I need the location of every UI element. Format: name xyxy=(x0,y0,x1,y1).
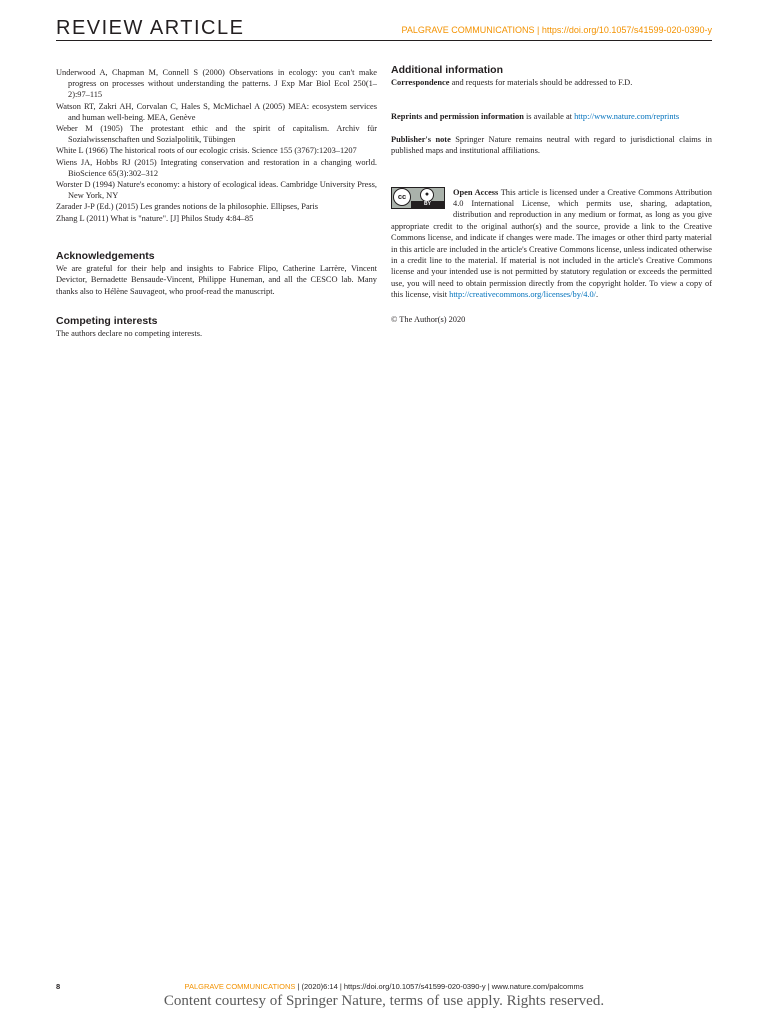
acknowledgements-heading: Acknowledgements xyxy=(56,249,155,262)
competing-interests-text: The authors declare no competing interests. xyxy=(56,329,203,339)
reference-item: Zarader J-P (Ed.) (2015) Les grandes notions de la philosophie. Ellipses, Paris xyxy=(56,202,319,212)
acknowledgements-text: We are grateful for their help and insights to Fabrice Flipo, Catherine Larrère, Vincent Devictor, Bernadette Bensaude-Vincent, Philippe Huneman, and all the CESCO lab. Many thanks also to Hélène Sauvageot, who proof-read the manuscript. xyxy=(56,263,377,296)
left-column xyxy=(56,67,377,339)
reference-item: Watson RT, Zakri AH, Corvalan C, Hales S, McMichael A (2005) MEA: ecosystem services and human well-being. MEA, Genève xyxy=(56,101,377,122)
copyright-notice: © The Author(s) 2020 xyxy=(391,314,466,324)
correspondence-detail: and requests for materials should be addressed to F.D. xyxy=(449,78,633,87)
reprints-link[interactable]: http://www.nature.com/reprints xyxy=(574,112,680,122)
publisher-note-text xyxy=(391,134,712,157)
reprints-text xyxy=(391,111,712,122)
reprints-label: Reprints and permission information xyxy=(391,112,524,122)
page-header xyxy=(56,16,712,40)
reference-item: Zhang L (2011) What is "nature". [J] Philos Study 4:84–85 xyxy=(56,213,254,223)
open-access-detail: This article is licensed under a Creative Commons Attribution 4.0 International License, which permits use, sharing, adaptation, distribution and reproduction in any medium or format, as long as you give appropriate credit to the original author(s) and the source, provide a link to the Creative Commons license, and indicate if changes were made. The images or other third party material in this article are included in the article's Creative Commons license, unless indicated otherwise in a credit line to the material. If material is not included in the article's Creative Commons license and your intended use is not permitted by statutory regulation or exceeds the permitted use, you will need to obtain permission directly from the copyright holder. To view a copy of this license, visit xyxy=(391,187,712,300)
reference-item: Wiens JA, Hobbs RJ (2015) Integrating conservation and restoration in a changing world. BioScience 65(3):302–312 xyxy=(56,157,377,178)
publisher-note-detail: Springer Nature remains neutral with regard to jurisdictional claims in published maps and institutional affiliations. xyxy=(391,134,712,156)
header-rule xyxy=(56,40,712,41)
article-type-title: REVIEW ARTICLE xyxy=(56,17,245,39)
footer-citation-detail: | (2020)6:14 | https://doi.org/10.1057/s41599-020-0390-y | www.nature.com/palcomms xyxy=(295,982,584,991)
cc-icon: cc xyxy=(393,188,411,206)
by-label: BY xyxy=(411,201,444,208)
correspondence-label: Correspondence xyxy=(391,78,450,87)
reference-item: Underwood A, Chapman M, Connell S (2000) Observations in ecology: you can't make progress on processes without understanding the patterns. J Exp Mar Biol Ecol 250(1–2):97–115 xyxy=(56,68,377,100)
reference-item: Worster D (1994) Nature's economy: a history of ecological ideas. Cambridge University Press, New York, NY xyxy=(56,180,377,201)
competing-interests-heading: Competing interests xyxy=(56,315,158,328)
page-number: 8 xyxy=(56,982,61,991)
right-column xyxy=(391,64,712,325)
footer-journal-name: PALGRAVE COMMUNICATIONS xyxy=(184,982,296,991)
reference-item: White L (1966) The historical roots of our ecologic crisis. Science 155 (3767):1203–1207 xyxy=(56,146,357,156)
open-access-text xyxy=(391,187,712,301)
journal-doi-header: PALGRAVE COMMUNICATIONS | https://doi.org/10.1057/s41599-020-0390-y xyxy=(401,25,712,35)
reprints-detail: is available at xyxy=(523,112,575,122)
license-link[interactable]: http://creativecommons.org/licenses/by/4.0/ xyxy=(449,290,597,300)
open-access-label: Open Access xyxy=(453,187,499,197)
correspondence-text xyxy=(391,77,712,88)
courtesy-watermark: Content courtesy of Springer Nature, terms of use apply. Rights reserved. xyxy=(163,993,605,1009)
cc-by-license-badge[interactable] xyxy=(391,187,445,209)
open-access-end: . xyxy=(596,290,599,300)
reference-item: Weber M (1905) The protestant ethic and the spirit of capitalism. Archiv für Sozialwissenschaften und Sozialpolitik, Tübingen xyxy=(56,124,377,145)
reference-list xyxy=(56,67,377,224)
additional-information-heading: Additional information xyxy=(391,64,503,76)
attribution-person-icon: ● xyxy=(420,188,434,202)
publisher-note-label: Publisher's note xyxy=(391,134,451,144)
